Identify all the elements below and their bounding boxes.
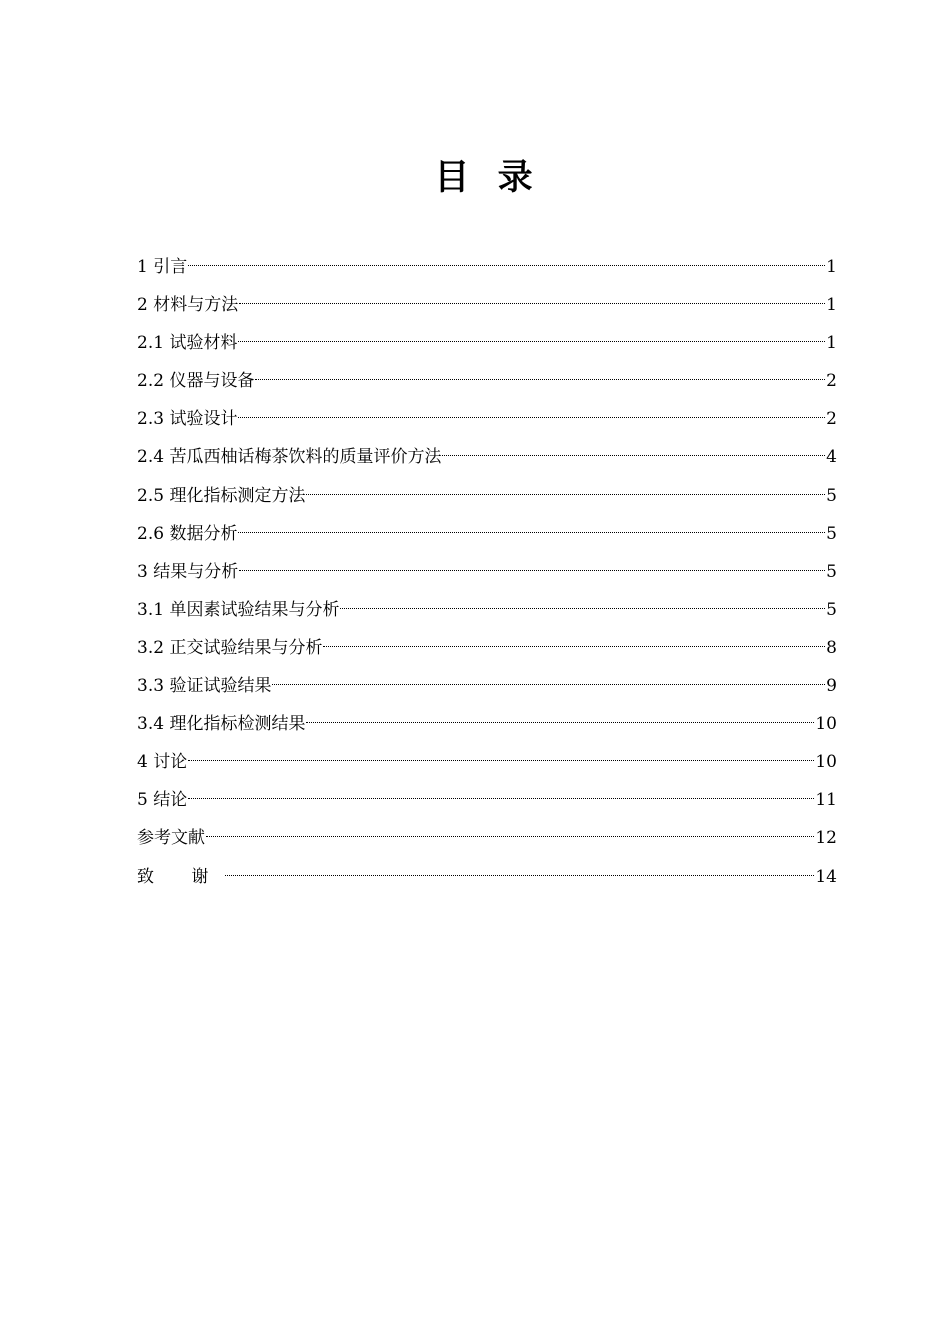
- toc-entry-label: 5 结论: [137, 790, 188, 811]
- toc-entry-label: 2.2 仪器与设备: [137, 371, 255, 392]
- toc-entry-page: 5: [826, 599, 837, 620]
- dot-leader: [238, 322, 825, 348]
- toc-entry-label: 3.3 验证试验结果: [137, 676, 272, 697]
- toc-entry-label: 2.5 理化指标测定方法: [137, 485, 306, 506]
- toc-entry-page: 9: [826, 676, 837, 697]
- toc-entry-label: 2.3 试验设计: [137, 409, 238, 430]
- dot-leader: [239, 551, 825, 577]
- toc-entry-label: 致 谢: [137, 866, 225, 887]
- page-title: 目 录: [434, 158, 541, 198]
- dot-leader: [323, 627, 825, 653]
- toc-entry[interactable]: [137, 665, 837, 703]
- toc-entry-page: 1: [826, 257, 837, 277]
- toc-entry-page: 5: [826, 523, 837, 544]
- toc-entry-page: 10: [815, 752, 837, 773]
- toc-entry-page: 2: [826, 409, 837, 430]
- toc-entry[interactable]: [137, 817, 837, 855]
- toc-entry-label: 3.2 正交试验结果与分析: [137, 637, 323, 658]
- toc-entry-page: 10: [815, 714, 837, 735]
- toc-entry-label: 2.1 试验材料: [137, 333, 238, 354]
- toc-entry[interactable]: [137, 436, 837, 474]
- dot-leader: [206, 817, 814, 843]
- toc-entry-page: 5: [826, 561, 837, 582]
- toc-entry[interactable]: [137, 627, 837, 665]
- toc-entry-label: 2.4 苦瓜西柚话梅茶饮料的质量评价方法: [137, 447, 442, 468]
- toc-entry-label: 2 材料与方法: [137, 295, 239, 316]
- toc-entry-page: 5: [826, 485, 837, 506]
- dot-leader: [238, 398, 825, 424]
- dot-leader: [272, 665, 825, 691]
- toc-entry-page: 4: [826, 447, 837, 468]
- toc-entry[interactable]: [137, 360, 837, 398]
- toc-entry[interactable]: [137, 246, 837, 284]
- toc-entry[interactable]: [137, 856, 837, 894]
- toc-entry[interactable]: [137, 589, 837, 627]
- toc-entry[interactable]: [137, 398, 837, 436]
- toc-entry-page: 14: [815, 866, 837, 887]
- dot-leader: [188, 246, 825, 272]
- toc-entry[interactable]: [137, 475, 837, 513]
- toc-entry[interactable]: [137, 703, 837, 741]
- toc-entry-label: 1 引言: [137, 257, 188, 277]
- toc-entry-page: 1: [826, 333, 837, 354]
- toc-entry[interactable]: [137, 779, 837, 817]
- toc-entry-label: 参考文献: [137, 828, 205, 849]
- toc-entry-page: 8: [826, 637, 837, 658]
- dot-leader: [306, 475, 825, 501]
- dot-leader: [188, 741, 814, 767]
- toc-entry[interactable]: [137, 551, 837, 589]
- toc-entry[interactable]: [137, 322, 837, 360]
- toc-entry-label: 4 讨论: [137, 752, 188, 773]
- dot-leader: [442, 436, 825, 462]
- toc-entry-label: 3 结果与分析: [137, 561, 239, 582]
- dot-leader: [225, 856, 814, 882]
- toc-entry[interactable]: [137, 284, 837, 322]
- toc-entry[interactable]: [137, 741, 837, 779]
- toc-list: [137, 246, 837, 894]
- toc-entry-page: 11: [815, 790, 837, 811]
- dot-leader: [255, 360, 825, 386]
- dot-leader: [306, 703, 814, 729]
- dot-leader: [238, 513, 825, 539]
- toc-entry-page: 1: [826, 295, 837, 316]
- toc-entry[interactable]: [137, 513, 837, 551]
- dot-leader: [340, 589, 825, 615]
- toc-entry-label: 3.1 单因素试验结果与分析: [137, 599, 340, 620]
- toc-entry-page: 2: [826, 371, 837, 392]
- toc-entry-label: 2.6 数据分析: [137, 523, 238, 544]
- dot-leader: [188, 779, 814, 805]
- toc-entry-page: 12: [815, 828, 837, 849]
- dot-leader: [239, 284, 825, 310]
- toc-entry-label: 3.4 理化指标检测结果: [137, 714, 306, 735]
